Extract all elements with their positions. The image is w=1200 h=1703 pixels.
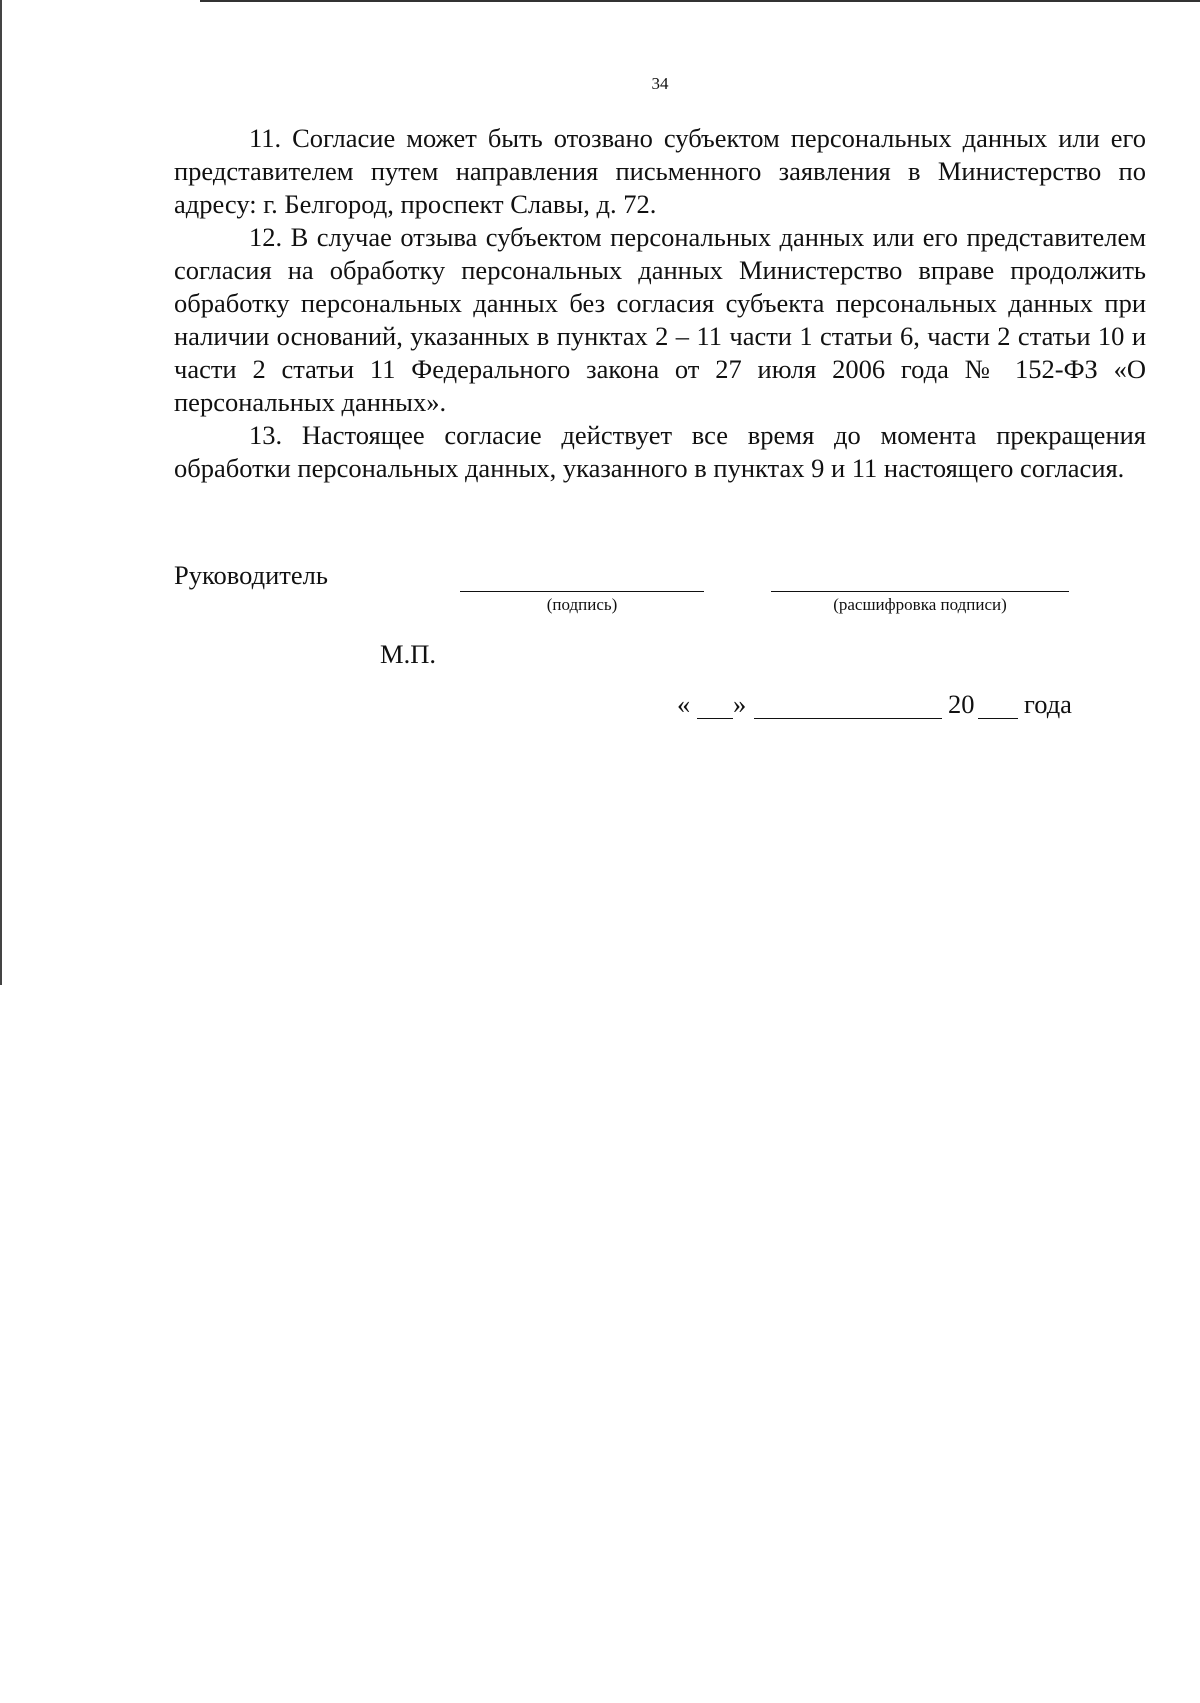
- paragraph-11-revocation: 11. Согласие может быть отозвано субъектом персональных данных или его представителем путем направления письменного заявления в Министерство по адресу: г. Белгород, проспект Славы, д. 72.: [174, 123, 1146, 219]
- date-year-century: 20: [948, 689, 975, 719]
- signatory-role: Руководитель: [174, 560, 328, 590]
- date-close-quote: »: [733, 689, 747, 719]
- scan-top-edge-line: [200, 0, 1200, 2]
- signature-decoding-caption: (расшифровка подписи): [833, 595, 1007, 614]
- signature-blank-line: [460, 591, 704, 592]
- date-year-blank: [978, 718, 1018, 719]
- scan-left-edge-line: [0, 0, 2, 985]
- date-month-blank: [754, 718, 942, 719]
- signature-caption: (подпись): [546, 595, 618, 614]
- date-year-suffix: года: [1024, 689, 1072, 719]
- date-open-quote: «: [677, 689, 691, 719]
- paragraph-12-continued-processing: 12. В случае отзыва субъектом персональных данных или его представителем согласия на обработку персональных данных Министерство вправе продолжить обработку персональных данных без согласия субъекта персональных данных при наличии оснований, указанных в пунктах 2 – 11 части 1 статьи 6, части 2 статьи 10 и части 2 статьи 11 Федерального закона от 27 июля 2006 года № 152-ФЗ «О персональных данных».: [174, 222, 1146, 417]
- signature-decoding-blank-line: [771, 591, 1069, 592]
- stamp-place-label: М.П.: [380, 639, 436, 669]
- page-number: 34: [651, 74, 669, 93]
- date-day-blank: [697, 718, 733, 719]
- consent-body-text: [174, 122, 1146, 485]
- paragraph-13-validity-term: 13. Настоящее согласие действует все время до момента прекращения обработки персональных данных, указанного в пунктах 9 и 11 настоящего согласия.: [174, 420, 1146, 483]
